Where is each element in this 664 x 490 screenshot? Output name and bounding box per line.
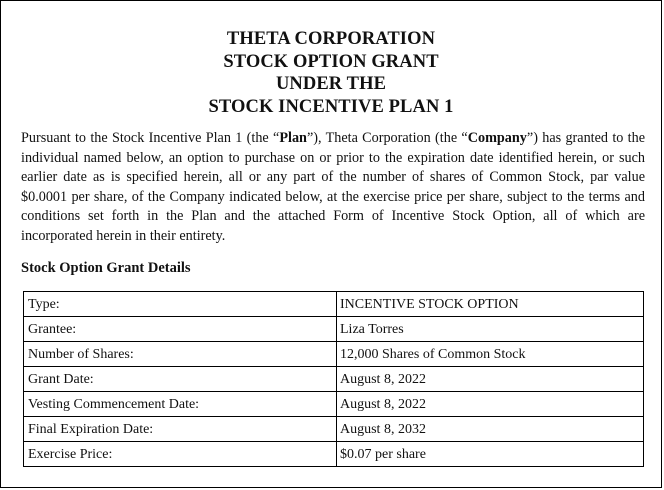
intro-text-3: ”) has granted to the individual named below, an option to purchase on or prior to the expiration date identified herein, or such earlier date as is specified herein, all or any part of the number of shares of Common Stock, par value $0.0001 per share, of the Company indicated below, at the exercise price per share, subject to the terms and conditions set forth in the Plan and the attached Form of Incentive Stock Option, all of which are incorporated herein in their entirety. bbox=[21, 130, 646, 244]
grant-details-table bbox=[23, 291, 644, 467]
plan-defined-term: Plan bbox=[279, 130, 307, 146]
row-value: August 8, 2032 bbox=[337, 417, 644, 442]
title-plan: STOCK INCENTIVE PLAN 1 bbox=[208, 96, 454, 117]
table-row bbox=[24, 392, 644, 417]
table-row bbox=[24, 442, 644, 467]
table-row bbox=[24, 292, 644, 317]
row-value: August 8, 2022 bbox=[337, 367, 644, 392]
table-row bbox=[24, 417, 644, 442]
details-heading: Stock Option Grant Details bbox=[21, 260, 191, 276]
intro-text-2: ”), Theta Corporation (the “ bbox=[306, 130, 468, 146]
table-row bbox=[24, 317, 644, 342]
title-grant: STOCK OPTION GRANT bbox=[223, 51, 439, 72]
row-label: Vesting Commencement Date: bbox=[24, 392, 337, 417]
title-under: UNDER THE bbox=[275, 74, 387, 94]
row-value: 12,000 Shares of Common Stock bbox=[337, 342, 644, 367]
row-value: August 8, 2022 bbox=[337, 392, 644, 417]
document-title bbox=[1, 28, 661, 118]
intro-text-1: Pursuant to the Stock Incentive Plan 1 (the “ bbox=[21, 130, 280, 146]
row-label: Grantee: bbox=[24, 317, 337, 342]
row-value: Liza Torres bbox=[337, 317, 644, 342]
row-label: Grant Date: bbox=[24, 367, 337, 392]
title-company: THETA CORPORATION bbox=[226, 29, 436, 49]
intro-paragraph bbox=[21, 129, 645, 247]
row-label: Exercise Price: bbox=[24, 442, 337, 467]
row-label: Type: bbox=[24, 292, 337, 317]
table-row bbox=[24, 342, 644, 367]
row-label: Number of Shares: bbox=[24, 342, 337, 367]
table-row bbox=[24, 367, 644, 392]
row-label: Final Expiration Date: bbox=[24, 417, 337, 442]
row-value: $0.07 per share bbox=[337, 442, 644, 467]
row-value: INCENTIVE STOCK OPTION bbox=[337, 292, 644, 317]
company-defined-term: Company bbox=[467, 130, 527, 146]
